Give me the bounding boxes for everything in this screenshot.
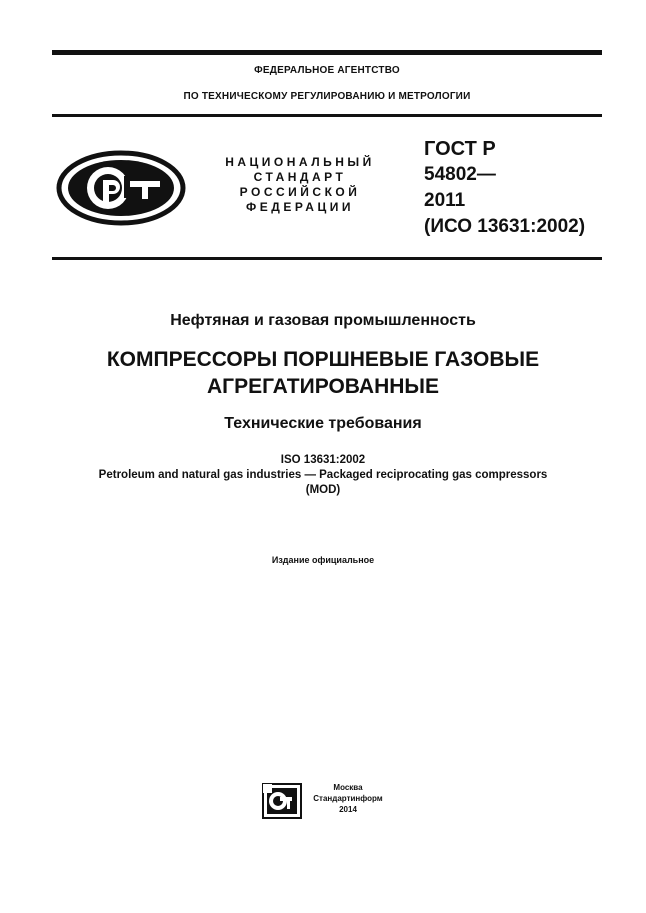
- publisher-imprint: [308, 782, 388, 815]
- gost-designation: [424, 136, 585, 240]
- publisher-city: Москва: [333, 783, 363, 792]
- standartinform-logo-icon: [262, 783, 302, 819]
- national-standard-label: [190, 155, 410, 215]
- publisher-name: Стандартинформ: [313, 794, 383, 803]
- agency-line-1: ФЕДЕРАЛЬНОЕ АГЕНТСТВО: [254, 65, 400, 76]
- header-rule: [52, 114, 602, 117]
- top-rule: [52, 50, 602, 55]
- rst-mark-icon: [56, 150, 186, 226]
- gost-line: (ИСО 13631:2002): [424, 216, 586, 237]
- title-line-1: КОМПРЕССОРЫ ПОРШНЕВЫЕ ГАЗОВЫЕ: [106, 348, 540, 371]
- iso-reference: [40, 453, 606, 498]
- document-subtitle: Технические требования: [224, 415, 422, 432]
- national-line: ФЕДЕРАЦИИ: [246, 200, 354, 214]
- document-title: [40, 346, 606, 400]
- section-rule: [52, 257, 602, 260]
- gost-line: 54802—: [424, 164, 496, 185]
- iso-english-title: Petroleum and natural gas industries — Packaged reciprocating gas compressors: [98, 469, 548, 481]
- title-line-2: АГРЕГАТИРОВАННЫЕ: [207, 375, 439, 398]
- edition-label: Издание официальное: [271, 555, 375, 565]
- national-line: НАЦИОНАЛЬНЫЙ: [225, 155, 375, 169]
- publisher-year: 2014: [339, 805, 357, 814]
- national-line: СТАНДАРТ: [253, 170, 347, 184]
- gost-line: 2011: [424, 190, 466, 211]
- iso-modifier: (MOD): [305, 484, 341, 496]
- gost-line: ГОСТ Р: [424, 138, 496, 160]
- iso-code: ISO 13631:2002: [280, 454, 366, 466]
- national-line: РОССИЙСКОЙ: [239, 185, 361, 199]
- industry-heading: Нефтяная и газовая промышленность: [170, 312, 476, 329]
- agency-line-2: ПО ТЕХНИЧЕСКОМУ РЕГУЛИРОВАНИЮ И МЕТРОЛОГИИ: [183, 91, 471, 102]
